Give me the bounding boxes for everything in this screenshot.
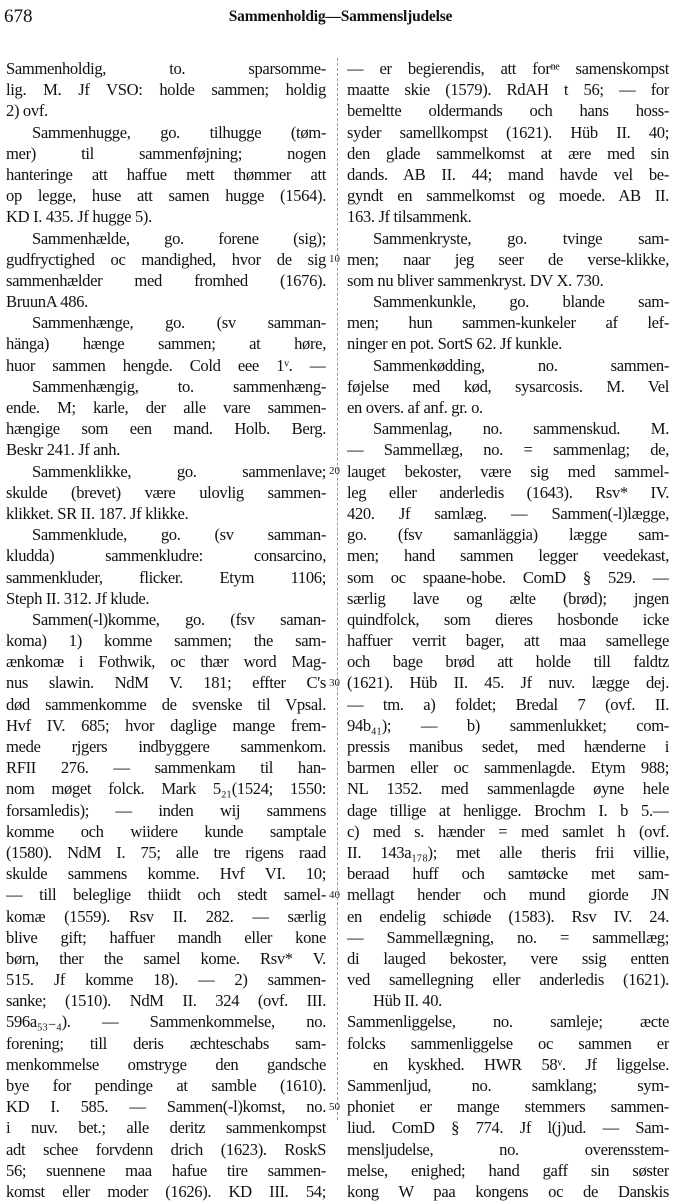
right-column-line: phoniet er mange stemmers sammen- <box>347 1097 669 1117</box>
left-column-line: Sammenklude, go. (sv samman- <box>32 525 326 545</box>
right-column-line: syder samellkompst (1621). Hüb II. 40; <box>347 122 669 142</box>
right-column-line: en overs. af anf. gr. o. <box>347 398 483 417</box>
right-column-line: en kyskhed. HWR 58ᵛ. Jf liggelse. <box>373 1054 669 1074</box>
left-column-line: blive gift; haffuer mandh eller kone <box>6 927 326 947</box>
left-column-line: BruunA 486. <box>6 292 88 312</box>
right-column-line: gyndt en sammelkomst og moede. AB II. <box>347 186 669 206</box>
left-column-line: hänga) hænge sammen; at høre, <box>6 334 326 354</box>
left-column-line: mer) til sammenføjning; nogen <box>6 143 326 163</box>
line-number: 30 <box>329 676 340 689</box>
left-column-line: Beskr 241. Jf anh. <box>6 440 120 460</box>
right-column-line: c) med s. hænder = med samlet h (ovf. <box>347 821 669 841</box>
right-column-line: dage tillige at henligge. Brochm I. b 5.— <box>347 800 669 820</box>
right-column-line: — tm. a) foldet; Bredal 7 (ovf. II. <box>347 694 669 714</box>
left-column-line: — till beleglige thiidt och stedt samel- <box>6 885 326 905</box>
left-column-line: ende. M; karle, der alle vare sammen- <box>6 398 326 417</box>
right-column-line: ninger en pot. SortS 62. Jf kunkle. <box>347 334 562 354</box>
left-column-line: RFII 276. — sammenkam til han- <box>6 758 326 778</box>
running-head: Sammenholdig—Sammensljudelse <box>228 8 453 25</box>
right-column-line: go. (fsv samanläggia) lægge sam- <box>347 525 669 545</box>
left-column-line: kludda) sammenkludre: consarcino, <box>6 546 326 566</box>
left-column-line: 515. Jf komme 18). — 2) sammen- <box>6 970 326 990</box>
left-column-line: nom møget folck. Mark 5₂₁(1524; 1550: <box>6 779 326 799</box>
right-column-line: Hüb II. 40. <box>373 991 442 1011</box>
right-column-line: 420. Jf samlæg. — Sammen(-l)lægge, <box>347 503 669 523</box>
left-column-line: Sammenholdig, to. sparsomme- <box>6 59 326 78</box>
left-column-line: Steph II. 312. Jf klude. <box>6 588 150 608</box>
left-column <box>6 58 326 1202</box>
right-column-line: Sammenliggelse, no. samleje; æcte <box>347 1012 669 1032</box>
right-column-line: Sammenkunkle, go. blande sam- <box>373 292 669 312</box>
right-column-line: maatte skie (1579). RdAH t 56; — for <box>347 80 669 100</box>
right-column-line: (1621). Hüb II. 45. Jf nuv. lægge dej. <box>347 673 669 693</box>
right-column-line: mellagt hender och mund giorde JN <box>347 885 669 905</box>
left-column-line: mede rjgers indbyggere sammenkom. <box>6 737 326 756</box>
right-column-line: NL 1352. med sammenlagde øyne hele <box>347 779 669 799</box>
left-column-line: KD I. 585. — Sammen(-l)komst, no. <box>6 1097 326 1117</box>
left-column-line: Sammenhængig, to. sammenhæng- <box>32 376 326 396</box>
left-column-line: sanke; (1510). NdM II. 324 (ovf. III. <box>6 991 326 1011</box>
right-column-line: liud. ComD § 774. Jf l(j)ud. — Sam- <box>347 1118 669 1138</box>
right-column-line: di lauged bekoster, vere ssig entten <box>347 948 669 968</box>
left-column-line: børn, ther the samel kome. Rsv* V. <box>6 948 326 968</box>
left-column-line: huor sammen hengde. Cold eee 1ᵛ. — <box>6 355 326 375</box>
left-column-line: skulde sammens komme. Hvf VI. 10; <box>6 864 326 884</box>
left-column-line: forening; till deris æchteschabs sam- <box>6 1033 326 1053</box>
right-column-line: den glade sammelkomst at ære med sin <box>347 143 669 163</box>
left-column-line: skulde (brevet) være ulovlig sammen- <box>6 482 326 502</box>
left-column-line: i nuv. bet.; alle deritz sammenkompst <box>6 1118 326 1138</box>
right-column <box>347 58 669 1202</box>
left-column-line: død sammenkomme de svenske til Vpsal. <box>6 694 326 714</box>
right-column-line: 94b₄₁); — b) sammenlukket; com- <box>347 715 669 735</box>
page-header <box>4 6 677 32</box>
page-number: 678 <box>4 6 33 27</box>
right-column-line: dands. AB II. 44; mand havde vel be- <box>347 164 669 184</box>
right-column-line: pressis manibus sedet, med hænderne i <box>347 737 669 756</box>
right-column-line: men; naar jeg seer de verse-klikke, <box>347 249 669 269</box>
left-column-line: lig. M. Jf VSO: holde sammen; holdig <box>6 80 326 100</box>
right-column-line: — Sammellægning, no. = sammellæg; <box>347 927 669 947</box>
left-column-line: sammenhælder med fromhed (1676). <box>6 270 326 290</box>
left-column-line: 56; suennene maa hafue tire sammen- <box>6 1160 326 1180</box>
right-column-line: Sammenlag, no. sammenskud. M. <box>373 419 669 439</box>
left-column-line: koma) 1) komme sammen; the sam- <box>6 631 326 651</box>
right-column-line: lauget bekoster, være sig med sammel- <box>347 461 669 481</box>
right-column-line: 163. Jf tilsammenk. <box>347 207 472 227</box>
left-column-line: (1580). NdM I. 75; alle tre rigens raad <box>6 842 326 862</box>
line-number: 10 <box>329 252 340 265</box>
left-column-line: menkommelse omstryge den gandsche <box>6 1054 326 1074</box>
right-column-line: men; hand sammen legger veedekast, <box>347 546 669 566</box>
right-column-line: som oc spaane-hobe. ComD § 529. — <box>347 567 669 587</box>
left-column-line: Sammen(-l)komme, go. (fsv saman- <box>32 609 326 629</box>
left-column-line: Sammenklikke, go. sammenlave; <box>32 461 326 481</box>
right-column-line: særlig lave og ælte (brød); jngen <box>347 588 669 608</box>
left-column-line: komst eller moder (1626). KD III. 54; <box>6 1181 326 1201</box>
right-column-line: — er begierendis, att forⁿᵉ samenskompst <box>347 59 669 78</box>
left-column-line: komæ (1559). Rsv II. 282. — særlig <box>6 906 326 926</box>
left-column-line: klikket. SR II. 187. Jf klikke. <box>6 503 189 523</box>
right-column-line: en endelig schiøde (1583). Rsv IV. 24. <box>347 906 669 926</box>
line-number: 50 <box>329 1100 340 1113</box>
right-column-line: haffuer verrit bager, att maa samellege <box>347 631 669 651</box>
left-column-line: gudfryctighed oc mandighed, hvor de sig <box>6 249 326 269</box>
left-column-line: Sammenhælde, go. forene (sig); <box>32 228 326 248</box>
left-column-line: bye for pendinge at samble (1610). <box>6 1076 326 1095</box>
right-column-line: leg eller anderledis (1643). Rsv* IV. <box>347 482 669 502</box>
right-column-line: melse, enighed; hand gaff sin søster <box>347 1160 669 1180</box>
right-column-line: quindfolck, som dieres hosbonde icke <box>347 609 669 629</box>
right-column-line: mensljudelse, no. overensstem- <box>347 1139 669 1159</box>
right-column-line: føjelse med kød, sysarcosis. M. Vel <box>347 376 669 396</box>
line-number: 40 <box>329 888 340 901</box>
left-column-line: op legge, huse att samen hugge (1564). <box>6 186 326 206</box>
right-column-line: — Sammellæg, no. = sammenlag; de, <box>347 440 669 460</box>
left-column-line: komme och wiidere kunde samptale <box>6 821 326 841</box>
right-column-line: barmen eller oc sammenlagde. Etym 988; <box>347 758 669 778</box>
left-column-line: KD I. 435. Jf hugge 5). <box>6 207 152 227</box>
left-column-line: hanteringe att haffue mett thømmer att <box>6 164 326 184</box>
right-column-line: Sammenljud, no. samklang; sym- <box>347 1076 669 1095</box>
left-column-line: 596a₅₃₋₄). — Sammenkommelse, no. <box>6 1012 326 1032</box>
right-column-line: II. 143a₁₇₈); met alle theris frii villie, <box>347 842 669 862</box>
right-column-line: folcks sammenliggelse oc sammen er <box>347 1033 669 1053</box>
right-column-line: bemeltte oldermands och hans hoss- <box>347 101 669 121</box>
right-column-line: Sammenkryste, go. tvinge sam- <box>373 228 669 248</box>
right-column-line: kong W paa kongens oc de Danskis <box>347 1181 669 1201</box>
right-column-line: som nu bliver sammenkryst. DV X. 730. <box>347 270 604 290</box>
right-column-line: Sammenkødding, no. sammen- <box>373 355 669 375</box>
left-column-line: ænkomæ i Fothwik, oc thær word Mag- <box>6 652 326 672</box>
left-column-line: Hvf IV. 685; hvor daglige mange frem- <box>6 715 326 735</box>
left-column-line: adt schee forvdenn drich (1623). RoskS <box>6 1139 326 1159</box>
right-column-line: beraad huff och samtøcke met sam- <box>347 864 669 884</box>
left-column-line: nus slawin. NdM V. 181; effter C's <box>6 673 326 693</box>
left-column-line: Sammenhænge, go. (sv samman- <box>32 313 326 333</box>
left-column-line: Sammenhugge, go. tilhugge (tøm- <box>32 122 326 142</box>
right-column-line: men; hun sammen-kunkeler af lef- <box>347 313 669 333</box>
right-column-line: ved samellegning eller anderledis (1621). <box>347 970 669 990</box>
left-column-line: forsamledis); — inden wij sammens <box>6 800 326 820</box>
column-divider <box>337 58 338 1120</box>
line-number: 20 <box>329 464 340 477</box>
left-column-line: sammenkluder, flicker. Etym 1106; <box>6 567 326 587</box>
left-column-line: 2) ovf. <box>6 101 48 121</box>
left-column-line: hængige som een mand. Holb. Berg. <box>6 419 326 439</box>
right-column-line: och bage brød att holde till faldtz <box>347 652 669 672</box>
